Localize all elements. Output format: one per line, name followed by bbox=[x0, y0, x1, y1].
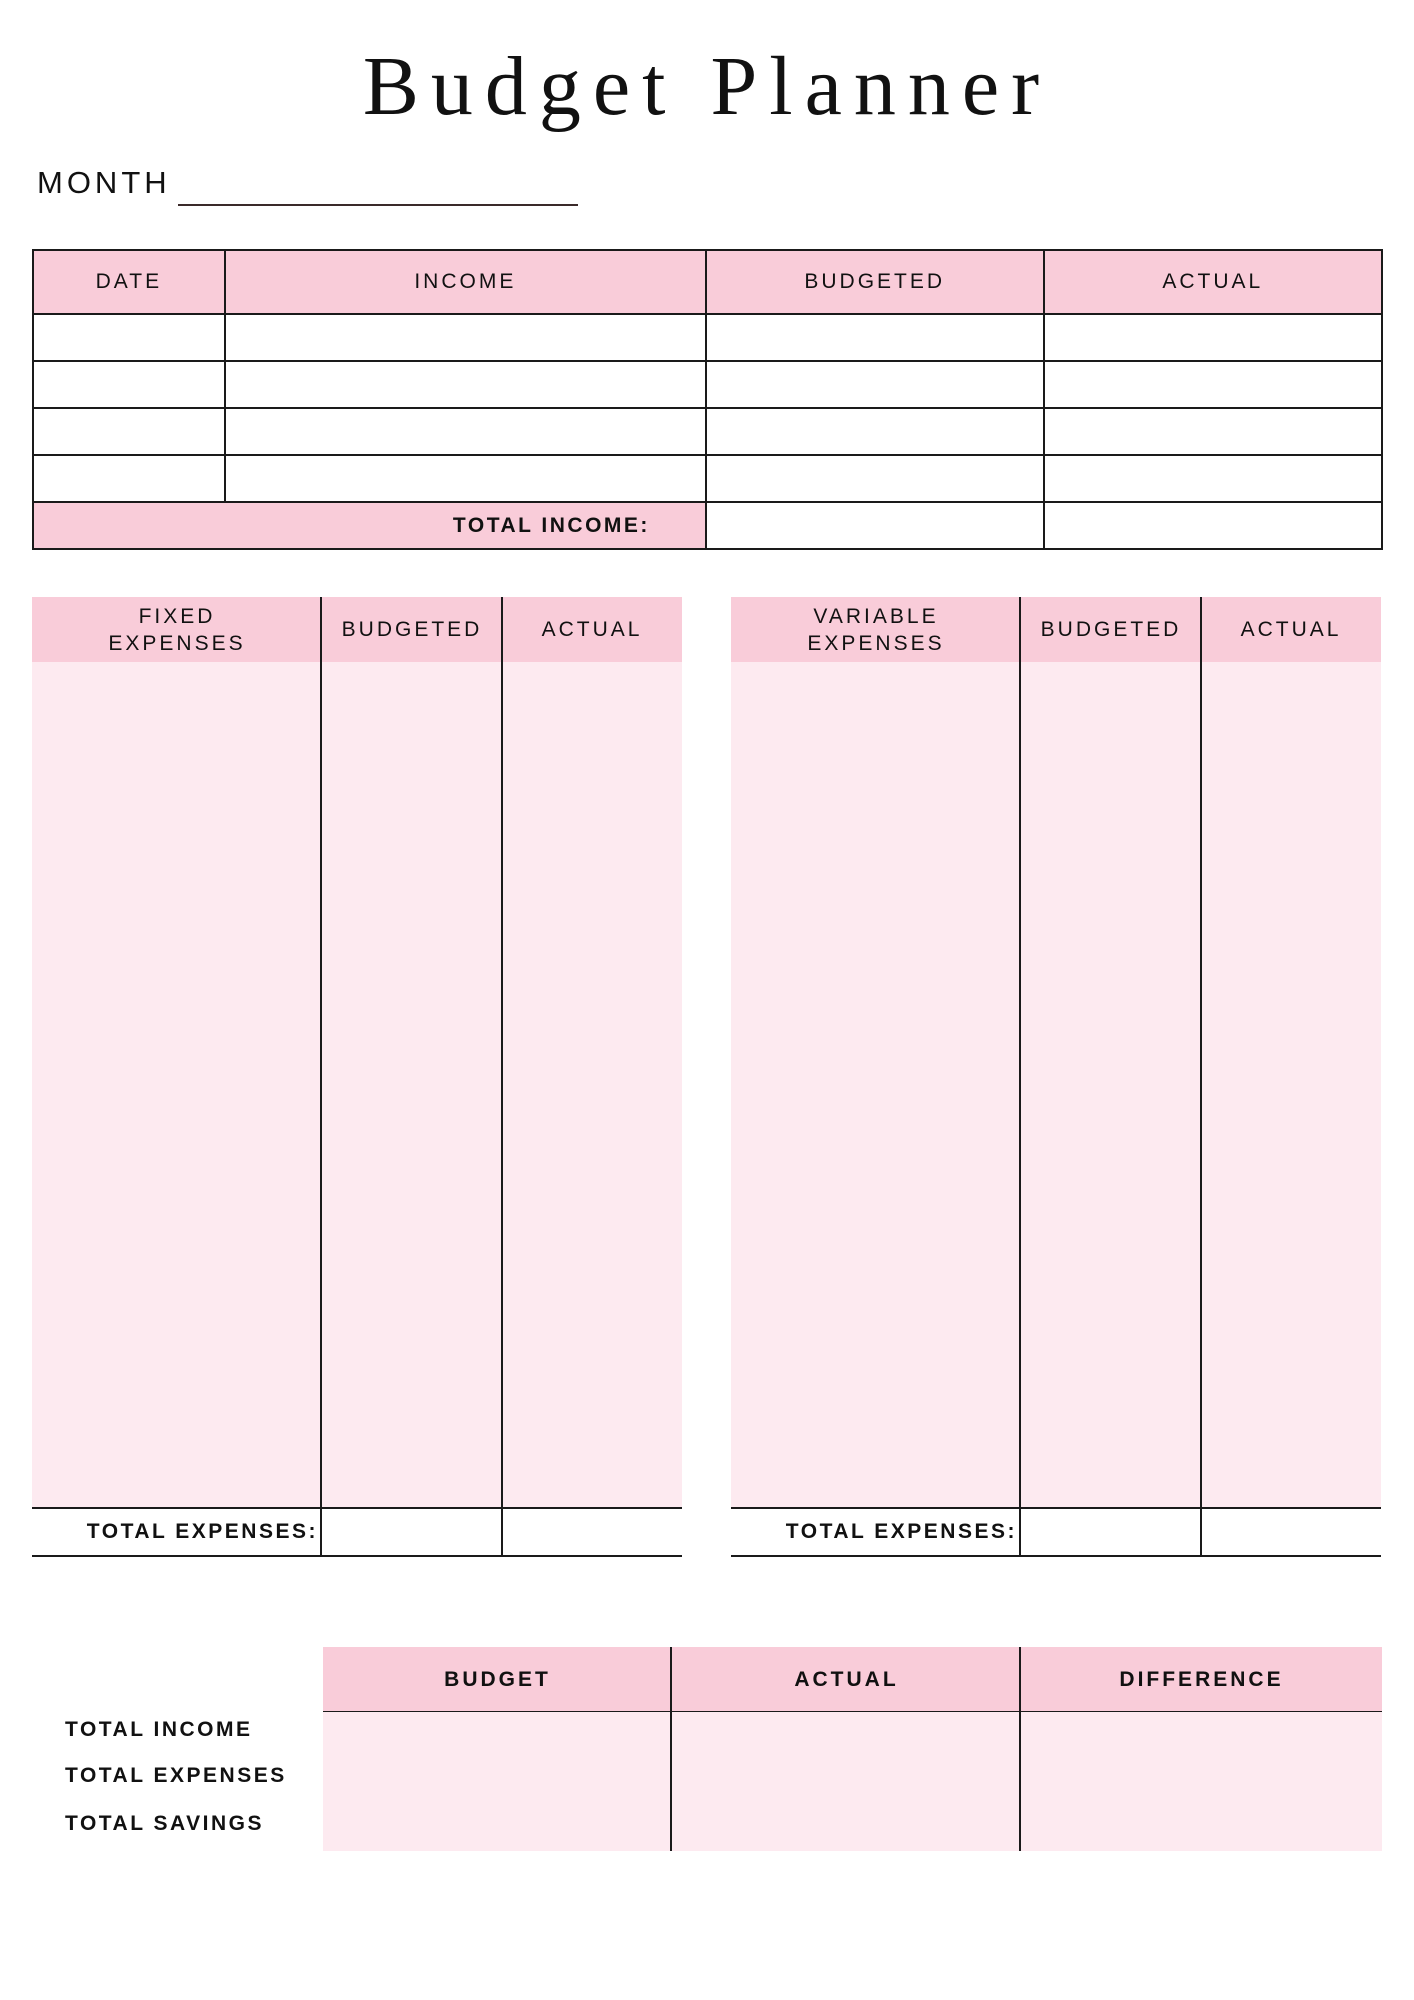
summary-difference-header: DIFFERENCE bbox=[1021, 1647, 1382, 1712]
summary-budget-cells[interactable] bbox=[323, 1712, 672, 1851]
header-income: INCOME bbox=[225, 250, 706, 314]
fixed-expenses-title: FIXED EXPENSES bbox=[108, 604, 246, 655]
summary-actual-cells[interactable] bbox=[672, 1712, 1021, 1851]
summary-total-savings-label: TOTAL SAVINGS bbox=[65, 1812, 264, 1835]
variable-expenses-title: VARIABLE EXPENSES bbox=[807, 604, 945, 655]
variable-actual-header: ACTUAL bbox=[1201, 597, 1381, 662]
summary-total-expenses-label: TOTAL EXPENSES bbox=[65, 1764, 287, 1787]
summary-budget-header: BUDGET bbox=[323, 1647, 672, 1712]
header-date: DATE bbox=[33, 250, 225, 314]
fixed-budgeted-header: BUDGETED bbox=[322, 597, 502, 662]
summary-total-income-label: TOTAL INCOME bbox=[65, 1718, 253, 1741]
page-title: Budget Planner bbox=[362, 40, 1052, 133]
header-budgeted: BUDGETED bbox=[706, 250, 1044, 314]
summary-difference-cells[interactable] bbox=[1021, 1712, 1382, 1851]
variable-budgeted-header: BUDGETED bbox=[1021, 597, 1201, 662]
total-income-label: TOTAL INCOME: bbox=[33, 502, 706, 549]
month-label: MONTH bbox=[37, 165, 171, 200]
column-divider bbox=[1019, 1647, 1021, 1851]
fixed-total-expenses-label: TOTAL EXPENSES: bbox=[86, 1520, 318, 1543]
header-actual: ACTUAL bbox=[1044, 250, 1383, 314]
variable-total-expenses-label: TOTAL EXPENSES: bbox=[785, 1520, 1017, 1543]
column-divider bbox=[670, 1647, 672, 1851]
fixed-actual-header: ACTUAL bbox=[502, 597, 682, 662]
summary-actual-header: ACTUAL bbox=[672, 1647, 1021, 1712]
